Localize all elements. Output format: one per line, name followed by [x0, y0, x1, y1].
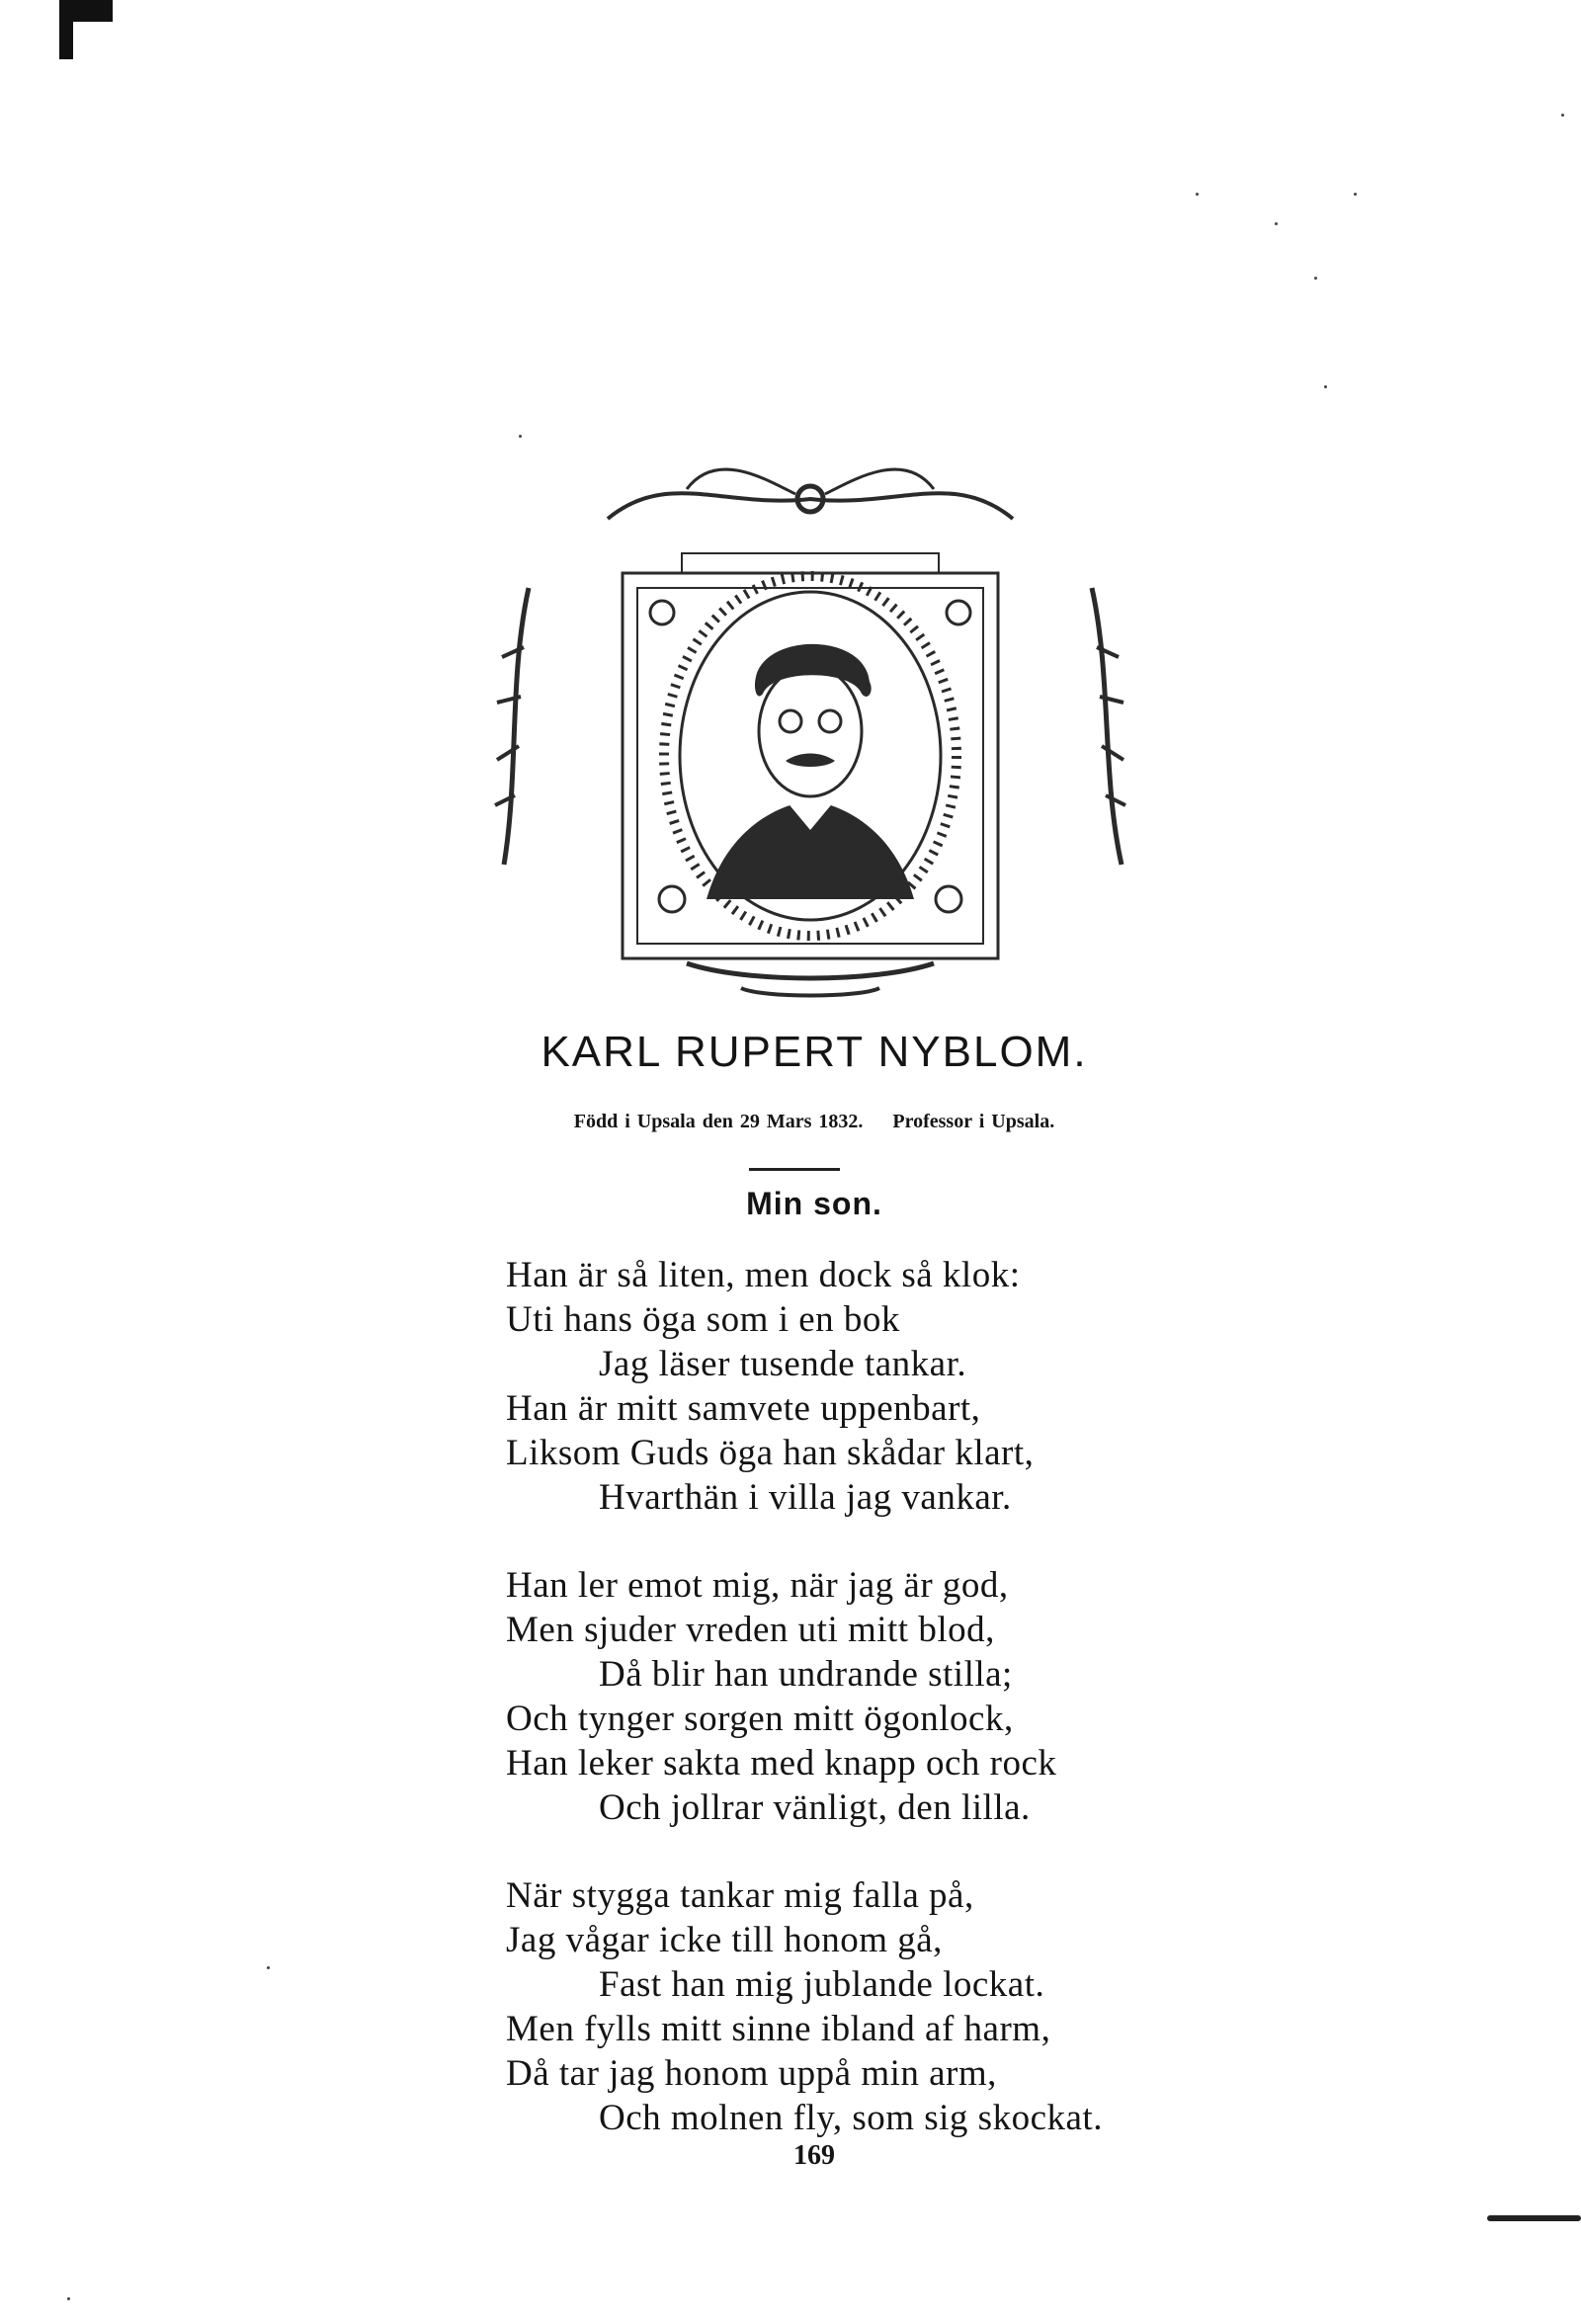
poem-line: Jag läser tusende tankar. — [599, 1344, 967, 1384]
scan-speck — [1354, 193, 1357, 196]
author-occupation: Professor i Upsala. — [892, 1111, 1055, 1132]
poem-line: Fast han mig jublande lockat. — [599, 1964, 1045, 2005]
poem-line: Han är så liten, men dock så klok: — [506, 1255, 1021, 1295]
scan-speck — [1561, 114, 1564, 117]
poem-line: Men fylls mitt sinne ibland af harm, — [506, 2009, 1051, 2049]
poem-line: Och jollrar vänligt, den lilla. — [599, 1787, 1031, 1828]
poem-line: Och molnen fly, som sig skockat. — [599, 2098, 1103, 2138]
poem-body — [506, 1253, 1198, 2184]
stanza — [506, 1563, 1198, 1830]
scan-speck — [1196, 193, 1199, 196]
poem-line: När stygga tankar mig falla på, — [506, 1875, 974, 1916]
stanza — [506, 1253, 1198, 1520]
poem-line: Uti hans öga som i en bok — [506, 1299, 900, 1340]
poem-line: Då tar jag honom uppå min arm, — [506, 2053, 997, 2094]
scan-speck — [267, 1966, 270, 1969]
author-info — [0, 1111, 1581, 1133]
poem-line: Han är mitt samvete uppenbart, — [506, 1388, 981, 1429]
scan-corner-mark — [73, 0, 113, 22]
portrait-engraving — [489, 450, 1131, 998]
stanza — [506, 1873, 1198, 2140]
page-number: 169 — [793, 2140, 835, 2171]
poem-line: Liksom Guds öga han skådar klart, — [506, 1433, 1035, 1473]
scan-speck — [1324, 385, 1327, 388]
scan-speck — [67, 2297, 70, 2300]
poem-line: Och tynger sorgen mitt ögonlock, — [506, 1699, 1014, 1739]
author-name: KARL RUPERT NYBLOM. — [541, 1028, 1088, 1076]
scan-speck — [1275, 222, 1278, 225]
poem-line: Då blir han undrande stilla; — [599, 1654, 1013, 1695]
section-divider — [749, 1168, 840, 1171]
poem-line: Men sjuder vreden uti mitt blod, — [506, 1610, 995, 1650]
poem-line: Hvarthän i villa jag vankar. — [599, 1477, 1012, 1518]
scan-edge-mark — [1487, 2215, 1581, 2221]
poem-line: Jag vågar icke till honom gå, — [506, 1920, 943, 1960]
poem-line: Han ler emot mig, när jag är god, — [506, 1565, 1009, 1606]
author-birth: Född i Upsala den 29 Mars 1832. — [573, 1111, 864, 1132]
scan-corner-mark — [59, 0, 73, 59]
poem-line: Han leker sakta med knapp och rock — [506, 1743, 1057, 1784]
scan-speck — [519, 435, 522, 438]
poem-title: Min son. — [746, 1186, 882, 1221]
scan-speck — [1314, 277, 1317, 280]
